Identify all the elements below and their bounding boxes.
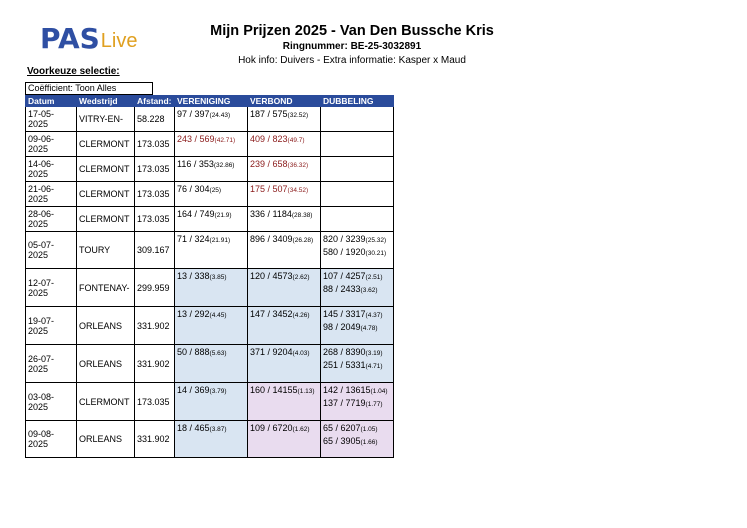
cell-wedstrijd: CLERMONT (77, 383, 135, 421)
cell-wedstrijd: VITRY-EN- (77, 107, 135, 132)
cell-datum: 03-08-2025 (26, 383, 77, 421)
prize-coefficient: (4.37) (365, 312, 383, 319)
prize-rank: 120 / 4573 (250, 271, 293, 281)
cell-dubbeling (321, 107, 394, 132)
paslive-logo (40, 24, 138, 54)
cell-verbond (248, 269, 321, 307)
cell-afstand: 173.035 (135, 182, 175, 207)
cell-wedstrijd: TOURY (77, 232, 135, 269)
cell-dubbeling (321, 207, 394, 232)
prize-entry (323, 308, 391, 321)
prize-rank: 97 / 397 (177, 109, 210, 119)
cell-verbond (248, 345, 321, 383)
table-row (26, 182, 394, 207)
prize-rank: 13 / 292 (177, 309, 210, 319)
prize-rank: 187 / 575 (250, 109, 288, 119)
cell-verbond (248, 157, 321, 182)
header-dubbeling: DUBBELING (321, 96, 394, 107)
cell-wedstrijd: CLERMONT (77, 132, 135, 157)
cell-verbond (248, 421, 321, 458)
prize-entry (177, 208, 245, 221)
prize-coefficient: (3.85) (209, 274, 227, 281)
prize-coefficient: (4.03) (292, 350, 310, 357)
cell-datum: 14-06-2025 (26, 157, 77, 182)
header-wedstrijd: Wedstrijd (77, 96, 135, 107)
cell-dubbeling (321, 383, 394, 421)
prize-coefficient: (1.66) (360, 439, 378, 446)
prize-entry (177, 308, 245, 321)
prize-entry (177, 133, 245, 146)
prize-entry (323, 422, 391, 435)
prize-entry (250, 183, 318, 196)
table-row (26, 307, 394, 345)
cell-vereniging (175, 207, 248, 232)
page-title: Mijn Prijzen 2025 - Van Den Bussche Kris (210, 23, 494, 39)
prize-coefficient: (3.87) (209, 426, 227, 433)
cell-datum: 12-07-2025 (26, 269, 77, 307)
prize-entry (323, 270, 391, 283)
cell-verbond (248, 207, 321, 232)
cell-datum: 09-06-2025 (26, 132, 77, 157)
cell-dubbeling (321, 421, 394, 458)
table-row (26, 269, 394, 307)
cell-verbond (248, 107, 321, 132)
prize-entry (323, 246, 391, 259)
prize-coefficient: (21.9) (214, 212, 232, 219)
prize-rank: 409 / 823 (250, 134, 288, 144)
prize-rank: 50 / 888 (177, 347, 210, 357)
prize-coefficient: (30.21) (365, 250, 387, 257)
prize-coefficient: (42.71) (214, 137, 236, 144)
prize-rank: 107 / 4257 (323, 271, 366, 281)
prize-rank: 76 / 304 (177, 184, 210, 194)
prize-entry (323, 233, 391, 246)
prize-rank: 18 / 465 (177, 423, 210, 433)
prize-entry (250, 346, 318, 359)
prize-rank: 65 / 6207 (323, 423, 361, 433)
prize-rank: 71 / 324 (177, 234, 210, 244)
prize-rank: 239 / 658 (250, 159, 288, 169)
cell-vereniging (175, 421, 248, 458)
prize-entry (177, 270, 245, 283)
cell-vereniging (175, 182, 248, 207)
prize-rank: 13 / 338 (177, 271, 210, 281)
cell-datum: 05-07-2025 (26, 232, 77, 269)
cell-wedstrijd: ORLEANS (77, 307, 135, 345)
prize-rank: 820 / 3239 (323, 234, 366, 244)
cell-afstand: 331.902 (135, 345, 175, 383)
prize-coefficient: (1.04) (370, 388, 388, 395)
prize-coefficient: (49.7) (287, 137, 305, 144)
prize-coefficient: (36.32) (287, 162, 309, 169)
cell-vereniging (175, 107, 248, 132)
prize-coefficient: (25) (209, 187, 222, 194)
prize-coefficient: (2.62) (292, 274, 310, 281)
prize-coefficient: (1.05) (360, 426, 378, 433)
cell-vereniging (175, 269, 248, 307)
table-row (26, 232, 394, 269)
prize-rank: 88 / 2433 (323, 284, 361, 294)
cell-dubbeling (321, 157, 394, 182)
prize-entry (250, 384, 318, 397)
cell-wedstrijd: ORLEANS (77, 345, 135, 383)
prize-entry (250, 233, 318, 246)
prize-rank: 147 / 3452 (250, 309, 293, 319)
cell-verbond (248, 307, 321, 345)
prize-entry (250, 108, 318, 121)
prize-entry (323, 397, 391, 410)
coefficient-select[interactable]: Coëfficient: Toon Alles (25, 82, 153, 95)
prize-entry (250, 208, 318, 221)
cell-verbond (248, 232, 321, 269)
cell-verbond (248, 132, 321, 157)
prize-rank: 896 / 3409 (250, 234, 293, 244)
prize-rank: 268 / 8390 (323, 347, 366, 357)
prize-entry (323, 435, 391, 448)
logo-live-text: Live (100, 30, 138, 52)
prize-coefficient: (4.78) (360, 325, 378, 332)
cell-vereniging (175, 307, 248, 345)
cell-dubbeling (321, 132, 394, 157)
prize-rank: 142 / 13615 (323, 385, 371, 395)
cell-datum: 19-07-2025 (26, 307, 77, 345)
cell-verbond (248, 182, 321, 207)
cell-dubbeling (321, 345, 394, 383)
cell-datum: 17-05-2025 (26, 107, 77, 132)
prize-entry (177, 346, 245, 359)
header-afstand: Afstand: (135, 96, 175, 107)
table-row (26, 207, 394, 232)
prize-entry (177, 384, 245, 397)
prize-entry (250, 270, 318, 283)
cell-afstand: 58.228 (135, 107, 175, 132)
prize-rank: 175 / 507 (250, 184, 288, 194)
table-header-row (26, 96, 394, 107)
prize-rank: 98 / 2049 (323, 322, 361, 332)
cell-afstand: 173.035 (135, 207, 175, 232)
header-vereniging: VERENIGING (175, 96, 248, 107)
prize-rank: 109 / 6720 (250, 423, 293, 433)
header-datum: Datum (26, 96, 77, 107)
cell-wedstrijd: CLERMONT (77, 182, 135, 207)
prize-coefficient: (3.79) (209, 388, 227, 395)
cell-dubbeling (321, 232, 394, 269)
prize-coefficient: (2.51) (365, 274, 383, 281)
cell-vereniging (175, 232, 248, 269)
logo-pas-text: PAS (40, 22, 100, 55)
cell-vereniging (175, 157, 248, 182)
cell-datum: 21-06-2025 (26, 182, 77, 207)
prize-coefficient: (34.52) (287, 187, 309, 194)
prize-rank: 116 / 353 (177, 159, 214, 169)
prize-entry (323, 283, 391, 296)
cell-wedstrijd: FONTENAY- (77, 269, 135, 307)
prize-coefficient: (1.13) (297, 388, 315, 395)
prize-entry (177, 422, 245, 435)
voorkeuze-label: Voorkeuze selectie: (27, 66, 120, 77)
prize-entry (323, 321, 391, 334)
table-row (26, 421, 394, 458)
prize-entry (323, 346, 391, 359)
ringnummer: Ringnummer: BE-25-3032891 (282, 41, 422, 52)
prize-coefficient: (28.38) (291, 212, 313, 219)
table-row (26, 107, 394, 132)
hok-info: Hok info: Duivers - Extra informatie: Kasper x Maud (238, 55, 466, 66)
prize-entry (177, 158, 245, 171)
prize-rank: 164 / 749 (177, 209, 215, 219)
prize-entry (177, 183, 245, 196)
cell-afstand: 309.167 (135, 232, 175, 269)
prize-entry (250, 133, 318, 146)
cell-vereniging (175, 132, 248, 157)
cell-afstand: 331.902 (135, 307, 175, 345)
prize-entry (323, 359, 391, 372)
prize-coefficient: (3.19) (365, 350, 383, 357)
prize-rank: 371 / 9204 (250, 347, 293, 357)
prize-coefficient: (3.62) (360, 287, 378, 294)
cell-afstand: 173.035 (135, 157, 175, 182)
cell-dubbeling (321, 182, 394, 207)
prize-coefficient: (21.91) (209, 237, 231, 244)
cell-vereniging (175, 383, 248, 421)
prize-coefficient: (32.52) (287, 112, 309, 119)
prize-entry (177, 233, 245, 246)
cell-datum: 09-08-2025 (26, 421, 77, 458)
prize-entry (250, 158, 318, 171)
prize-rank: 243 / 569 (177, 134, 215, 144)
cell-afstand: 173.035 (135, 132, 175, 157)
cell-wedstrijd: ORLEANS (77, 421, 135, 458)
cell-afstand: 331.902 (135, 421, 175, 458)
prize-coefficient: (1.77) (365, 401, 383, 408)
prize-coefficient: (26.28) (292, 237, 314, 244)
prize-rank: 14 / 369 (177, 385, 210, 395)
prize-entry (250, 422, 318, 435)
prize-coefficient: (5.63) (209, 350, 227, 357)
prize-entry (250, 308, 318, 321)
prize-coefficient: (1.62) (292, 426, 310, 433)
cell-dubbeling (321, 307, 394, 345)
cell-afstand: 299.959 (135, 269, 175, 307)
table-row (26, 132, 394, 157)
prize-coefficient: (24.43) (209, 112, 231, 119)
table-row (26, 345, 394, 383)
prize-rank: 580 / 1920 (323, 247, 366, 257)
cell-verbond (248, 383, 321, 421)
prize-entry (177, 108, 245, 121)
prize-coefficient: (4.71) (365, 363, 383, 370)
prize-coefficient: (4.26) (292, 312, 310, 319)
prize-coefficient: (25.32) (365, 237, 387, 244)
cell-wedstrijd: CLERMONT (77, 207, 135, 232)
cell-dubbeling (321, 269, 394, 307)
prize-rank: 65 / 3905 (323, 436, 361, 446)
cell-afstand: 173.035 (135, 383, 175, 421)
results-table (25, 95, 394, 458)
cell-vereniging (175, 345, 248, 383)
prize-rank: 336 / 1184 (250, 209, 292, 219)
prize-rank: 145 / 3317 (323, 309, 366, 319)
header-verbond: VERBOND (248, 96, 321, 107)
table-row (26, 383, 394, 421)
prize-entry (323, 384, 391, 397)
prize-rank: 160 / 14155 (250, 385, 298, 395)
prize-rank: 137 / 7719 (323, 398, 366, 408)
table-row (26, 157, 394, 182)
prize-coefficient: (4.45) (209, 312, 227, 319)
cell-datum: 26-07-2025 (26, 345, 77, 383)
cell-datum: 28-06-2025 (26, 207, 77, 232)
cell-wedstrijd: CLERMONT (77, 157, 135, 182)
prize-coefficient: (32.86) (213, 162, 235, 169)
prize-rank: 251 / 5331 (323, 360, 366, 370)
